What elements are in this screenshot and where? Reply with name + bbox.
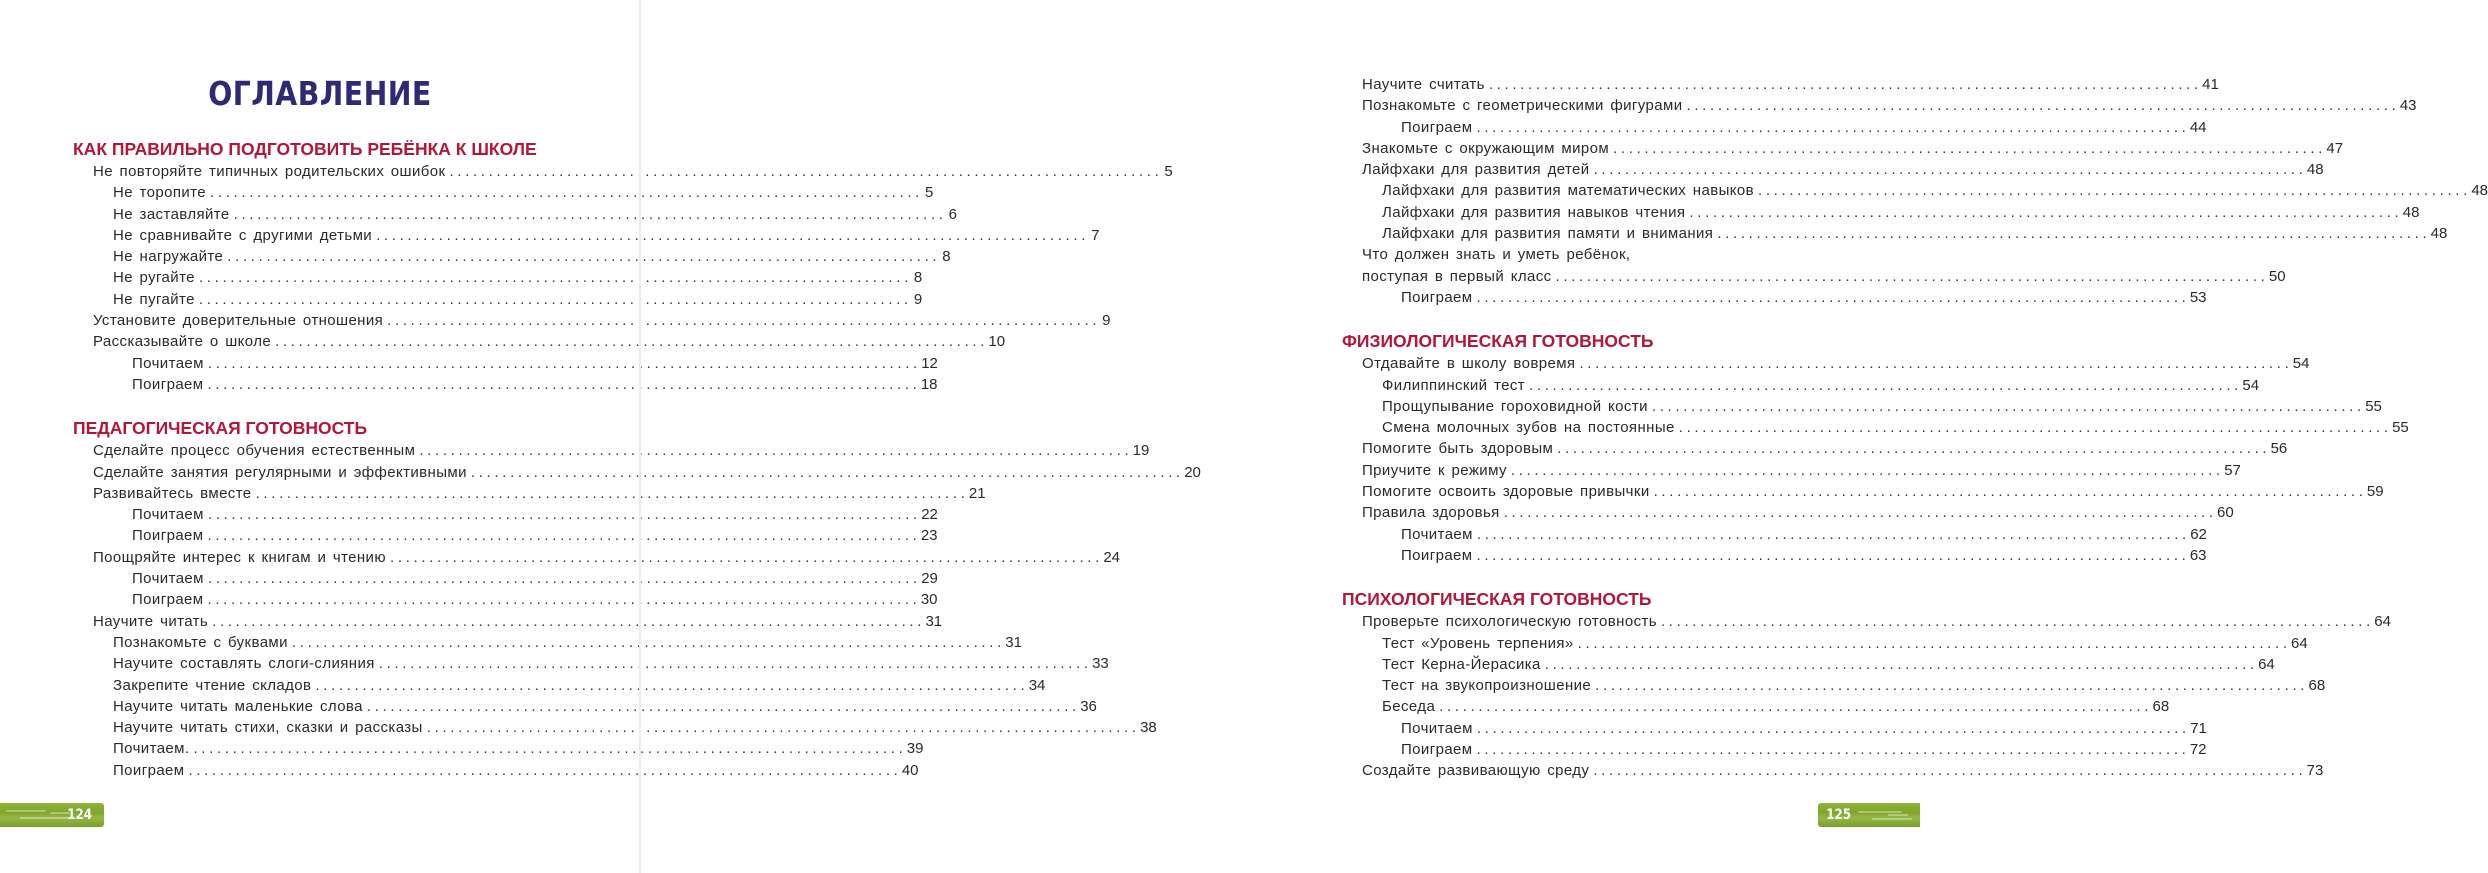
- toc-entry-page: 34: [1028, 676, 1046, 694]
- toc-entry-page: 6: [948, 205, 957, 223]
- toc-entry[interactable]: [1342, 654, 2275, 675]
- toc-entry-title: Не нагружайте: [113, 248, 224, 266]
- toc-entry-page: 48: [2430, 225, 2448, 243]
- toc-entry-page: 10: [988, 333, 1006, 351]
- left-page: [0, 0, 1201, 873]
- toc-entry-page: 31: [1005, 633, 1022, 651]
- toc-entry-page: 71: [2190, 719, 2207, 737]
- toc-entry-title: Проверьте психологическую готовность: [1362, 613, 1657, 631]
- toc-entry[interactable]: [1342, 611, 2391, 632]
- toc-entry-page: 62: [2190, 525, 2207, 543]
- toc-entry-title: Развивайтесь вместе: [93, 484, 252, 502]
- toc-title: ОГЛАВЛЕНИЕ: [208, 74, 432, 113]
- toc-entry-page: 60: [2217, 504, 2234, 522]
- toc-entry[interactable]: [73, 696, 1097, 717]
- toc-entry-page: 5: [1164, 163, 1173, 180]
- toc-entry-page: 48: [2306, 161, 2324, 179]
- toc-entry-page: 64: [2374, 613, 2391, 631]
- toc-entry-page: 55: [2365, 397, 2382, 415]
- toc-entry[interactable]: [1342, 74, 2219, 95]
- toc-entry[interactable]: [73, 504, 938, 525]
- toc-entry-title: Поиграем: [1401, 741, 1473, 759]
- toc-entry-page: 54: [2292, 355, 2310, 373]
- toc-entry[interactable]: [1342, 138, 2344, 159]
- dot-leader: [1578, 633, 2287, 654]
- toc-entry[interactable]: [73, 440, 1150, 461]
- toc-entry-page: 8: [942, 248, 951, 266]
- toc-entry[interactable]: [73, 760, 919, 781]
- toc-entry[interactable]: [73, 547, 1121, 568]
- dot-leader: [1613, 138, 2322, 159]
- page-number-right: 125: [1826, 807, 1852, 823]
- toc-entry[interactable]: [73, 675, 1046, 696]
- toc-entry-title: Тест «Уровень терпения»: [1382, 634, 1574, 652]
- toc-entry[interactable]: [73, 717, 1157, 738]
- dot-leader: [1511, 460, 2220, 481]
- page-number-band-left: [0, 803, 104, 827]
- toc-entry[interactable]: [73, 331, 1006, 352]
- toc-entry[interactable]: [73, 267, 923, 288]
- toc-entry[interactable]: [1342, 353, 2310, 374]
- toc-entry-title: Смена молочных зубов на постоянные: [1382, 419, 1675, 437]
- toc-entry-page: 29: [921, 570, 938, 588]
- toc-entry[interactable]: [73, 182, 934, 203]
- left-toc: [73, 138, 1201, 781]
- toc-entry-page: 55: [2392, 419, 2409, 437]
- toc-entry-page: 47: [2326, 139, 2344, 157]
- toc-entry-page: 68: [2152, 698, 2170, 716]
- toc-entry[interactable]: [73, 525, 938, 546]
- toc-entry-title: Помогите быть здоровым: [1362, 440, 1554, 458]
- toc-entry-title: Научите составлять слоги-слияния: [113, 655, 375, 673]
- toc-entry-page: 40: [901, 761, 919, 779]
- toc-entry-page: 31: [925, 612, 943, 630]
- toc-entry-page: 56: [2270, 440, 2288, 458]
- toc-entry-page: 21: [968, 484, 986, 502]
- toc-entry-page: 39: [906, 740, 924, 758]
- toc-entry[interactable]: [1342, 524, 2207, 545]
- toc-entry-page: 43: [2399, 97, 2417, 115]
- toc-entry[interactable]: [73, 653, 1109, 674]
- toc-entry-title: Поиграем: [1401, 546, 1473, 564]
- toc-entry-page: 59: [2366, 483, 2384, 501]
- toc-entry-title: Почитаем: [1401, 525, 1473, 543]
- toc-entry[interactable]: [73, 568, 938, 589]
- right-toc: [1342, 74, 2488, 782]
- toc-entry[interactable]: [1342, 675, 2326, 696]
- toc-entry-title: Сделайте занятия регулярными и эффективными: [93, 463, 467, 481]
- toc-entry-page: 48: [2402, 203, 2420, 221]
- toc-entry-page: 5: [925, 184, 934, 202]
- toc-entry-title: Поиграем: [132, 375, 204, 393]
- toc-entry-title: Что должен знать и уметь ребёнок,: [1362, 246, 1631, 264]
- toc-entry-title: Помогите освоить здоровые привычки: [1362, 483, 1650, 501]
- toc-entry-page: 53: [2189, 288, 2207, 306]
- toc-entry[interactable]: [1342, 244, 1848, 265]
- toc-entry-title: Научите считать: [1362, 76, 1485, 93]
- toc-entry[interactable]: [73, 204, 957, 225]
- toc-entry[interactable]: [73, 246, 951, 267]
- toc-entry-page: 19: [1132, 442, 1150, 460]
- toc-entry-page: 18: [920, 375, 938, 393]
- dot-leader: [1489, 74, 2198, 95]
- toc-entry-page: 68: [2308, 677, 2326, 695]
- toc-entry[interactable]: [1342, 180, 2488, 201]
- section-heading: ПЕДАГОГИЧЕСКАЯ ГОТОВНОСТЬ: [73, 418, 368, 439]
- toc-entry[interactable]: [1342, 545, 2207, 566]
- toc-entry[interactable]: [1342, 696, 2170, 717]
- dot-leader: [1504, 502, 2213, 523]
- toc-entry-page: 63: [2189, 546, 2207, 564]
- toc-entry[interactable]: [73, 310, 1111, 331]
- toc-entry-title: Закрепите чтение складов: [113, 676, 312, 694]
- toc-entry-page: 33: [1092, 655, 1109, 673]
- dot-leader: [1545, 654, 2254, 675]
- toc-entry[interactable]: [1342, 117, 2207, 138]
- toc-entry-title: Не заставляйте: [113, 205, 230, 223]
- toc-entry-title: Поиграем: [1401, 118, 1473, 136]
- toc-entry-title: Поиграем: [132, 527, 204, 545]
- dot-leader: [1529, 375, 2238, 396]
- toc-entry-title: Научите читать: [93, 612, 209, 630]
- dot-leader: [1593, 760, 2302, 781]
- toc-entry[interactable]: [1342, 460, 2241, 481]
- toc-entry-title: Лайфхаки для развития памяти и внимания: [1382, 225, 1714, 243]
- toc-entry[interactable]: [73, 161, 1173, 182]
- toc-entry-title: Почитаем: [132, 354, 204, 372]
- toc-entry-title: Поиграем: [113, 761, 185, 779]
- dot-leader: [1477, 739, 2186, 760]
- toc-entry-title: Познакомьте с геометрическими фигурами: [1362, 97, 1683, 115]
- toc-entry[interactable]: [73, 225, 1100, 246]
- toc-entry[interactable]: [1342, 159, 2324, 180]
- dot-leader: [1439, 696, 2148, 717]
- toc-entry-page: 64: [2291, 634, 2308, 652]
- dot-leader: [1477, 718, 2186, 739]
- dot-leader: [1477, 524, 2186, 545]
- toc-entry-title: Лайфхаки для развития детей: [1362, 161, 1590, 179]
- toc-entry[interactable]: [1342, 760, 2324, 781]
- dot-leader: [1652, 396, 2361, 417]
- toc-entry-page: 38: [1140, 719, 1157, 737]
- toc-entry[interactable]: [1342, 375, 2260, 396]
- toc-entry[interactable]: [1342, 417, 2409, 438]
- toc-entry-title: Почитаем: [132, 506, 204, 524]
- toc-entry[interactable]: [73, 483, 986, 504]
- toc-entry-title: Не сравнивайте с другими детьми: [113, 226, 373, 244]
- right-page: [640, 0, 2488, 873]
- toc-entry[interactable]: [1342, 481, 2384, 502]
- toc-entry-title: Не повторяйте типичных родительских ошибок: [93, 163, 446, 180]
- toc-entry[interactable]: [73, 353, 938, 374]
- toc-entry-title: Сделайте процесс обучения естественным: [93, 442, 416, 460]
- toc-entry-title: Прощупывание гороховидной кости: [1382, 397, 1648, 415]
- toc-entry-page: 48: [2471, 182, 2488, 200]
- toc-entry-page: 9: [1102, 312, 1111, 330]
- toc-entry-title: Не пугайте: [113, 290, 195, 308]
- toc-entry-page: 22: [921, 506, 938, 524]
- toc-entry-page: 64: [2258, 655, 2275, 673]
- toc-entry-page: 30: [920, 591, 938, 609]
- dot-leader: [1717, 223, 2426, 244]
- toc-entry-title: Поиграем: [132, 591, 204, 609]
- dot-leader: [1758, 180, 2467, 201]
- dot-leader: [1595, 675, 2304, 696]
- toc-entry-title: Приучите к режиму: [1362, 461, 1507, 479]
- toc-entry[interactable]: [1342, 202, 2420, 223]
- toc-entry-title: Беседа: [1382, 698, 1436, 716]
- toc-entry[interactable]: [73, 632, 1022, 653]
- toc-entry-title: Научите читать стихи, сказки и рассказы: [113, 719, 423, 737]
- toc-entry-page: 24: [1103, 548, 1121, 566]
- toc-entry-title: Рассказывайте о школе: [93, 333, 272, 351]
- dot-leader: [1477, 117, 2186, 138]
- dot-leader: [1661, 611, 2370, 632]
- dot-leader: [1689, 202, 2398, 223]
- toc-entry[interactable]: [1342, 287, 2207, 308]
- toc-entry[interactable]: [73, 611, 943, 632]
- dot-leader: [1594, 159, 2303, 180]
- toc-entry-page: 12: [921, 354, 938, 372]
- toc-entry[interactable]: [1342, 223, 2448, 244]
- dot-leader: [1654, 481, 2363, 502]
- toc-entry-title: поступая в первый класс: [1362, 267, 1552, 285]
- toc-entry-title: Почитаем.: [113, 740, 190, 758]
- toc-entry[interactable]: [73, 589, 938, 610]
- toc-entry-page: 73: [2306, 762, 2324, 780]
- toc-entry[interactable]: [73, 738, 924, 759]
- toc-entry-title: Научите читать маленькие слова: [113, 697, 363, 715]
- toc-entry-page: 9: [913, 290, 923, 308]
- toc-entry[interactable]: [1342, 95, 2417, 116]
- toc-entry-title: Создайте развивающую среду: [1362, 762, 1590, 780]
- page-number-left: 124: [66, 807, 92, 823]
- toc-entry-page: 72: [2189, 741, 2207, 759]
- toc-entry-title: Поиграем: [1401, 288, 1473, 306]
- toc-entry-page: 20: [1184, 463, 1201, 481]
- toc-entry-page: 44: [2189, 118, 2207, 136]
- toc-entry-title: Лайфхаки для развития навыков чтения: [1382, 203, 1686, 221]
- toc-entry-title: Поощряйте интерес к книгам и чтению: [93, 548, 386, 566]
- toc-entry-page: 50: [2268, 267, 2286, 285]
- toc-entry[interactable]: [1342, 739, 2207, 760]
- toc-entry-title: Не ругайте: [113, 269, 195, 287]
- toc-entry-page: 8: [913, 269, 923, 287]
- dot-leader: [1679, 417, 2388, 438]
- section-heading: КАК ПРАВИЛЬНО ПОДГОТОВИТЬ РЕБЁНКА К ШКОЛЕ: [73, 139, 537, 159]
- toc-entry-title: Лайфхаки для развития математических навыков: [1382, 182, 1754, 200]
- dot-leader: [1556, 266, 2265, 287]
- toc-entry-page: 54: [2242, 376, 2260, 394]
- dot-leader: [1477, 287, 2186, 308]
- toc-entry-title: Почитаем: [132, 570, 204, 588]
- toc-entry-title: Познакомьте с буквами: [113, 633, 288, 651]
- toc-entry-title: Не торопите: [113, 184, 207, 202]
- toc-entry-title: Отдавайте в школу вовремя: [1362, 355, 1576, 373]
- dot-leader: [1579, 353, 2288, 374]
- toc-entry[interactable]: [1342, 502, 2234, 523]
- toc-entry-page: 23: [920, 527, 938, 545]
- section-heading: ПСИХОЛОГИЧЕСКАЯ ГОТОВНОСТЬ: [1342, 589, 1652, 610]
- toc-entry[interactable]: [1342, 718, 2207, 739]
- toc-entry[interactable]: [1342, 438, 2288, 459]
- toc-entry[interactable]: [73, 289, 923, 310]
- toc-entry-title: Тест Керна-Йерасика: [1382, 655, 1541, 673]
- toc-entry-title: Филиппинский тест: [1382, 376, 1526, 394]
- dot-leader: [1557, 438, 2266, 459]
- toc-entry-page: 36: [1080, 697, 1097, 715]
- toc-entry[interactable]: [1342, 396, 2382, 417]
- toc-entry-page: 57: [2224, 461, 2241, 479]
- toc-entry-page: 7: [1091, 226, 1100, 244]
- page-number-band-right: [1818, 803, 1920, 827]
- toc-entry[interactable]: [73, 462, 1201, 483]
- toc-entry-title: Установите доверительные отношения: [93, 312, 384, 330]
- toc-entry-page: 41: [2202, 76, 2219, 93]
- toc-entry[interactable]: [73, 374, 938, 395]
- toc-entry-title: Тест на звукопроизношение: [1382, 677, 1592, 695]
- toc-entry-title: Знакомьте с окружающим миром: [1362, 139, 1610, 157]
- toc-entry-title: Правила здоровья: [1362, 504, 1500, 522]
- section-heading: ФИЗИОЛОГИЧЕСКАЯ ГОТОВНОСТЬ: [1342, 331, 1654, 352]
- dot-leader: [1687, 95, 2396, 116]
- dot-leader: [1477, 545, 2186, 566]
- toc-entry[interactable]: [1342, 266, 2286, 287]
- toc-entry-title: Почитаем: [1401, 719, 1473, 737]
- toc-entry[interactable]: [1342, 633, 2308, 654]
